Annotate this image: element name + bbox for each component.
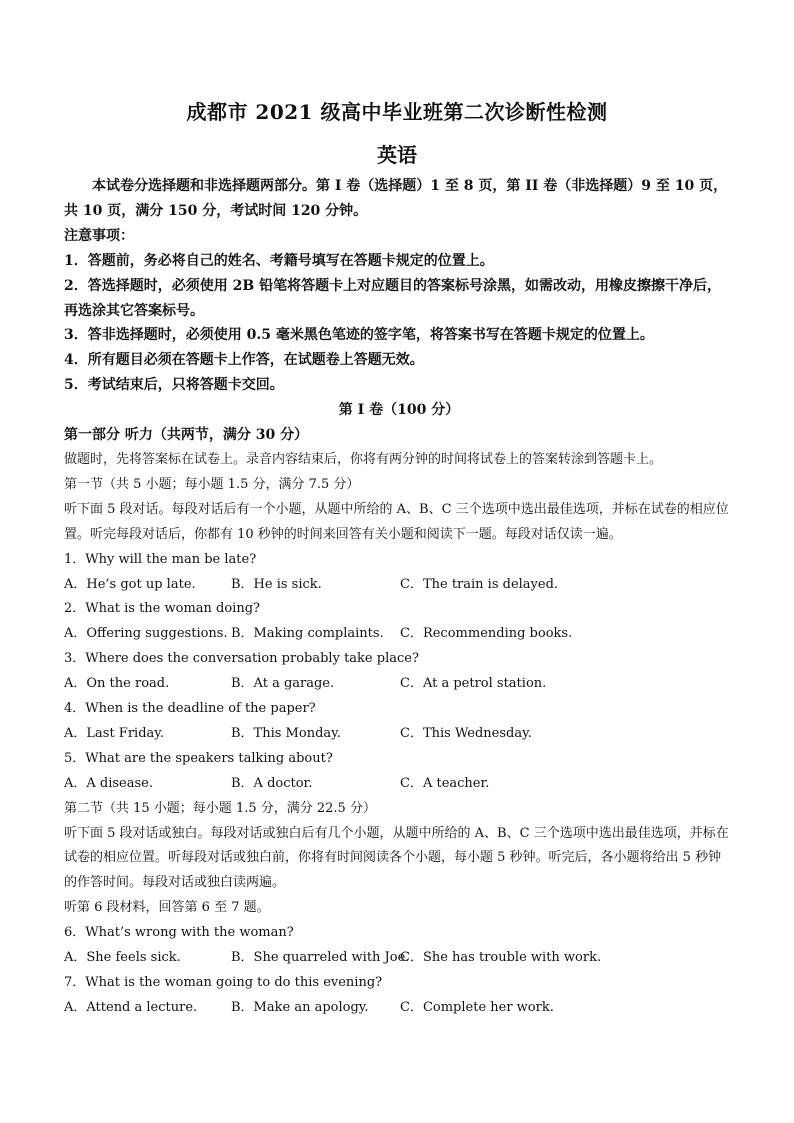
section1-heading: 第一节（共 5 小题；每小题 1.5 分，满分 7.5 分） [64, 476, 360, 492]
exam-title: 成都市 2021 级高中毕业班第二次诊断性检测 [186, 100, 608, 124]
option-row [64, 672, 734, 697]
note-item: 1．答题前，务必将自己的姓名、考籍号填写在答题卡规定的位置上。 [64, 252, 494, 269]
exam-content [64, 174, 734, 1021]
option-a: A．He’s got up late. [64, 576, 196, 592]
option-c: C．At a petrol station. [400, 676, 547, 692]
exam-subject: 英语 [377, 143, 417, 167]
option-a: A．On the road. [64, 676, 170, 692]
question-block [64, 647, 734, 697]
question-block [64, 921, 734, 971]
question-stem: 7．What is the woman going to do this evening? [64, 975, 383, 990]
question-stem: 1．Why will the man be late? [64, 551, 257, 567]
note-item: 5．考试结束后，只将答题卡交回。 [64, 377, 284, 394]
question-block [64, 597, 734, 647]
exam-intro: 本试卷分选择题和非选择题两部分。第 I 卷（选择题）1 至 8 页，第 II 卷（非选择题）9 至 10 页，共 10 页，满分 150 分，考试时间 120 分钟。 [64, 178, 728, 219]
option-a: A．Offering suggestions. [64, 626, 228, 642]
option-b: B．At a garage. [231, 676, 335, 692]
option-c: C．This Wednesday. [400, 725, 532, 741]
option-row [64, 622, 734, 647]
section2-heading: 第二节（共 15 小题；每小题 1.5 分，满分 22.5 分） [64, 800, 376, 816]
note-item: 3．答非选择题时，必须使用 0.5 毫米黑色笔迹的签字笔，将答案书写在答题卡规定的位置上。 [64, 327, 654, 344]
option-c: C．Complete her work. [400, 999, 554, 1015]
option-row [64, 722, 734, 747]
option-b: B．Making complaints. [231, 626, 384, 642]
section1-instruction: 听下面 5 段对话。每段对话后有一个小题，从题中所给的 A、B、C 三个选项中选出最佳选项，并标在试卷的相应位置。听完每段对话后，你都有 10 秒钟的时间来回答有关小题和阅读下一题。每段对话仅读一遍。 [64, 501, 729, 542]
part1-heading: 第一部分 听力（共两节，满分 30 分） [64, 427, 309, 444]
option-c: C．The train is delayed. [400, 576, 559, 592]
option-c: C．A teacher. [400, 775, 490, 791]
question-block [64, 697, 734, 747]
option-row [64, 573, 734, 598]
note-item: 2．答选择题时，必须使用 2B 铅笔将答题卡上对应题目的答案标号涂黑，如需改动，用橡皮擦擦干净后，再选涂其它答案标号。 [64, 277, 722, 319]
option-row [64, 772, 734, 797]
question-stem: 3．Where does the conversation probably take place? [64, 651, 419, 667]
option-a: A．A disease. [64, 775, 154, 791]
option-b: B．He is sick. [231, 576, 322, 592]
note-item: 4．所有题目必须在答题卡上作答，在试题卷上答题无效。 [64, 352, 424, 369]
volume-heading: 第 I 卷（100 分） [338, 402, 460, 419]
option-b: B．A doctor. [231, 775, 313, 791]
question-stem: 4．When is the deadline of the paper? [64, 701, 316, 717]
option-c: C．Recommending books. [400, 626, 573, 642]
option-b: B．She quarreled with Joe. [231, 950, 410, 966]
question-block [64, 971, 734, 1021]
option-b: B．Make an apology. [231, 999, 369, 1015]
part1-instruction: 做题时，先将答案标在试卷上。录音内容结束后，你将有两分钟的时间将试卷上的答案转涂到答题卡上。 [64, 451, 663, 467]
option-c: C．She has trouble with work. [400, 950, 602, 966]
notes-heading: 注意事项： [64, 227, 134, 244]
option-a: A．She feels sick. [64, 950, 181, 966]
question-block [64, 747, 734, 797]
section2-instruction: 听下面 5 段对话或独白。每段对话或独白后有几个小题，从题中所给的 A、B、C 三个选项中选出最佳选项，并标在试卷的相应位置。听每段对话或独白前，你将有时间阅读各个小题，每小题 5 秒钟。听完后，各小题将给出 5 秒钟的作答时间。每段对话或独白读两遍。 [64, 825, 729, 891]
option-a: A．Last Friday. [64, 725, 165, 741]
option-b: B．This Monday. [231, 725, 341, 741]
material-note: 听第 6 段材料，回答第 6 至 7 题。 [64, 900, 270, 916]
option-row [64, 996, 734, 1021]
question-block [64, 548, 734, 598]
option-a: A．Attend a lecture. [64, 999, 198, 1015]
question-stem: 5．What are the speakers talking about? [64, 750, 333, 766]
option-row [64, 946, 734, 971]
question-stem: 6．What’s wrong with the woman? [64, 925, 294, 941]
question-stem: 2．What is the woman doing? [64, 601, 261, 617]
